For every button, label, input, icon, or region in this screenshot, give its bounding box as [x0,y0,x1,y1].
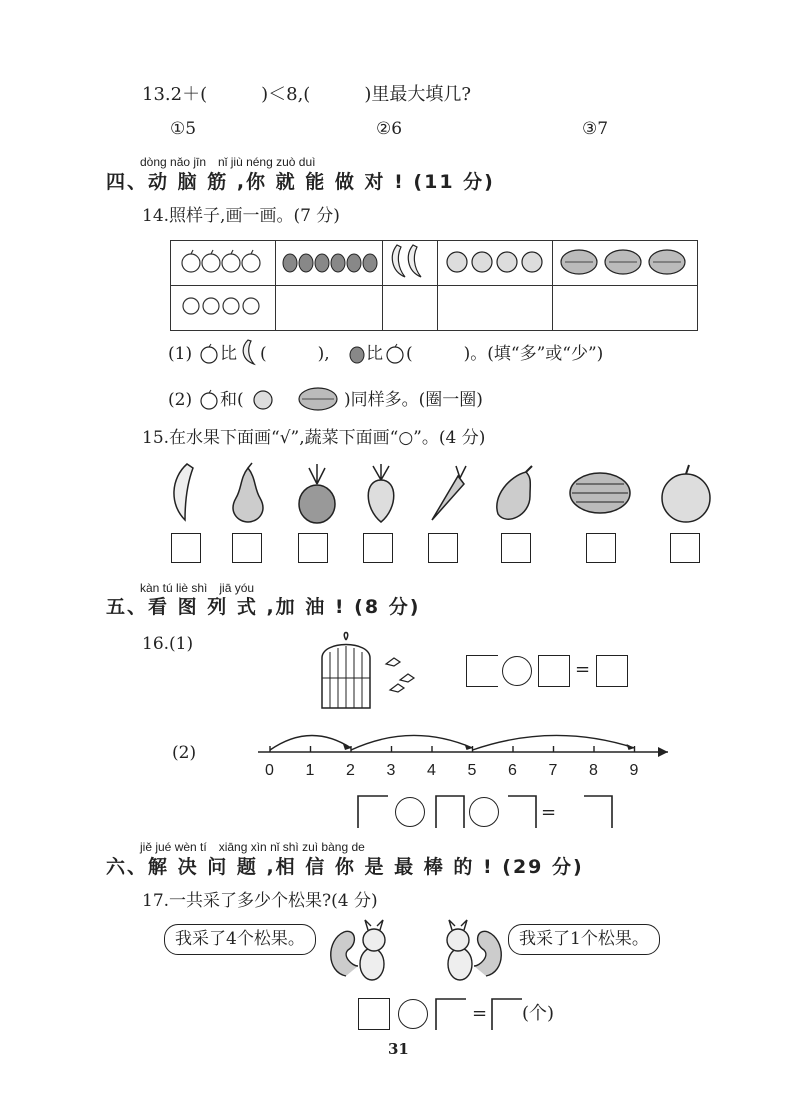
section4-title: 四、动 脑 筋 ,你 就 能 做 对 ! (11 分) [106,171,495,193]
q14-line2-tail: )同样多。(圈一圈) [344,390,483,410]
example-circles-cell [171,286,276,331]
q15-title: 15.在水果下面画“√”,蔬菜下面画“○”。(4 分) [142,428,486,448]
answer-box-apple[interactable] [670,533,700,563]
number-line-label: 6 [508,762,517,779]
number-line-label: 3 [386,762,396,779]
q17-equals: = [472,1003,488,1024]
birdcage-icon [316,628,426,714]
q16-2-equals: = [541,802,557,823]
answer-box-pineapple[interactable] [298,533,328,563]
q16-label-1: 16.(1) [142,634,194,654]
q17-operator-circle[interactable] [398,999,428,1029]
apple-icon [200,390,218,410]
banana-icon-group [383,241,437,281]
section6-title: 六、解 决 问 题 ,相 信 你 是 最 棒 的 ! (29 分) [106,856,584,878]
apple-icon-group [171,241,275,281]
q16-1-box-result[interactable] [596,655,628,687]
watermelons-cell [553,241,698,286]
apple-icon [386,344,404,364]
q17-box-2[interactable] [434,997,468,1031]
squirrel-icon [434,916,504,986]
number-line-arrowhead [658,747,668,757]
q16-2-operator-circle-1[interactable] [395,797,425,827]
q14-line1-compare2: 比 [366,344,383,364]
q16-1-box-2[interactable] [538,655,570,687]
q13-option-1[interactable]: ①5 [170,119,197,139]
q16-2-box-1 [358,796,388,828]
q14-line1-compare: 比 [220,344,237,364]
answer-box-pear[interactable] [232,533,262,563]
banana-answer-cell[interactable] [383,286,438,331]
number-line [256,716,676,776]
q16-2-box-3 [508,796,536,828]
number-line-label: 2 [346,762,355,779]
pear-icon [226,462,270,524]
watermelon-icon[interactable] [298,386,342,412]
squirrel-icon [328,916,398,986]
eggplant-icon [490,462,540,524]
watermelon-icon-group [553,241,697,281]
oranges-cell [438,241,553,286]
q16-2-box-2 [436,796,464,828]
q17-box-1[interactable] [358,998,390,1030]
number-line-label: 1 [305,762,315,779]
section5-title: 五、看 图 列 式 ,加 油 ! (8 分) [106,596,421,618]
section4-pinyin: dòng nǎo jīn nǐ jiù néng zuò duì [140,155,316,169]
watermelon-icon [568,468,638,518]
q16-1-box-1[interactable] [466,655,498,687]
example-circles [171,286,275,326]
orange-icon[interactable] [252,388,274,410]
apple-icon [200,344,218,364]
number-line-label: 8 [589,762,598,779]
number-line-label: 9 [629,762,639,779]
number-line-jump-arc [351,735,473,750]
speech-bubble-left: 我采了4个松果。 [164,924,316,955]
q14-line1-label: (1) [168,344,193,364]
q17-box-result[interactable] [490,997,524,1031]
pineapple-answer-cell[interactable] [276,286,383,331]
orange-icon-group [438,241,552,281]
q17-unit: (个) [522,1003,555,1024]
q16-label-2: (2) [172,743,197,763]
section6-pinyin: jiě jué wèn tí xiāng xìn nǐ shì zuì bàng de [140,840,365,854]
number-line-label: 4 [427,762,436,779]
pineapple-icon-group [276,241,382,281]
q14-line2-and: 和( [220,390,244,410]
number-line-label: 5 [467,762,477,779]
bananas-cell [383,241,438,286]
q17-title: 17.一共采了多少个松果?(4 分) [142,891,378,911]
answer-box-carrot[interactable] [428,533,458,563]
q14-line1-blank2[interactable]: ( )。(填“多”或“少”) [406,344,604,364]
q14-title: 14.照样子,画一画。(7 分) [142,206,340,226]
orange-answer-cell[interactable] [438,286,553,331]
page-number: 31 [388,1040,409,1058]
answer-box-banana[interactable] [171,533,201,563]
radish-icon [358,462,404,524]
q16-2-box-result [584,796,612,828]
carrot-icon [424,462,470,524]
pineapples-cell [276,241,383,286]
section5-pinyin: kàn tú liè shì jiā yóu [140,581,255,595]
banana-icon [240,338,258,366]
banana-icon [165,462,205,524]
answer-box-watermelon[interactable] [586,533,616,563]
q14-line1-blank1[interactable]: ( ), [260,344,330,364]
answer-box-radish[interactable] [363,533,393,563]
answer-box-eggplant[interactable] [501,533,531,563]
q13-question: 13.2＋( )＜8,( )里最大填几? [142,84,471,105]
fruit-table [170,240,698,331]
q16-1-operator-circle[interactable] [502,656,532,686]
q16-2-operator-circle-2[interactable] [469,797,499,827]
watermelon-answer-cell[interactable] [553,286,698,331]
q13-option-3[interactable]: ③7 [582,119,609,139]
pineapple-icon [294,462,340,524]
apples-cell [171,241,276,286]
speech-bubble-right: 我采了1个松果。 [508,924,660,955]
number-line-label: 0 [265,762,274,779]
apple-icon [660,462,714,524]
pineapple-icon [348,342,366,364]
number-line-label: 7 [548,762,558,779]
q16-1-equals: = [575,659,591,680]
q14-line2-label: (2) [168,390,193,410]
q13-option-2[interactable]: ②6 [376,119,403,139]
